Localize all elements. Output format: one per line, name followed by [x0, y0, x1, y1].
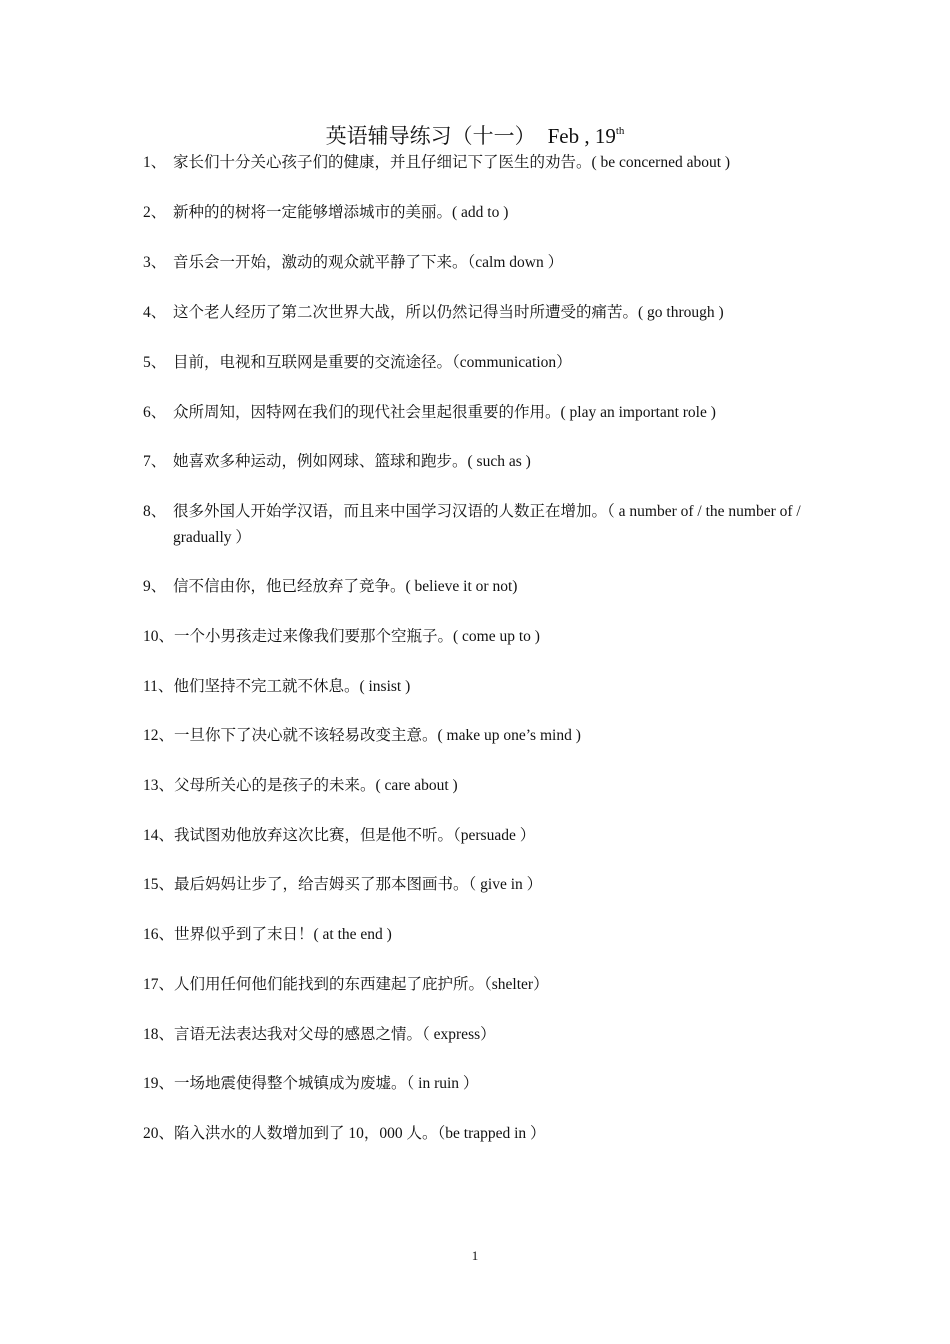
- exercise-text: 音乐会一开始，激动的观众就平静了下来。（calm down ）: [173, 254, 564, 271]
- exercise-text: 他们坚持不完工就不休息。( insist ): [173, 678, 411, 695]
- exercise-text: 一旦你下了决心就不该轻易改变主意。( make up one’s mind ): [174, 727, 581, 744]
- title-chinese: 英语辅导练习（十一）: [325, 124, 536, 148]
- exercise-text: 一场地震使得整个城镇成为废墟。（ in ruin ）: [174, 1075, 479, 1092]
- exercise-item: [143, 922, 813, 948]
- exercise-number: 2、: [143, 204, 167, 221]
- exercise-number: 14、: [143, 827, 175, 844]
- exercise-text: 人们用任何他们能找到的东西建起了庇护所。（shelter）: [174, 976, 549, 993]
- exercise-item: [143, 150, 813, 176]
- exercise-item: [143, 674, 813, 700]
- exercise-item: [143, 723, 813, 749]
- exercise-item: [143, 972, 813, 998]
- exercise-text: 陷入洪水的人数增加到了 10，000 人。（be trapped in ）: [174, 1125, 546, 1142]
- exercise-number: 17、: [143, 976, 175, 993]
- exercise-item: [143, 250, 813, 276]
- exercise-text: 众所周知，因特网在我们的现代社会里起很重要的作用。( play an important role ): [173, 404, 716, 421]
- exercise-item: [143, 574, 813, 600]
- title-date-superscript: th: [615, 125, 625, 137]
- exercise-number: 15、: [143, 876, 175, 893]
- exercise-number: 6、: [143, 404, 167, 421]
- exercise-text: 言语无法表达我对父母的感恩之情。（ express）: [174, 1026, 496, 1043]
- exercise-text: 家长们十分关心孩子们的健康，并且仔细记下了医生的劝告。( be concerned about ): [173, 154, 731, 171]
- exercise-text: 她喜欢多种运动，例如网球、篮球和跑步。( such as ): [173, 453, 531, 470]
- page-number: 1: [471, 1248, 479, 1263]
- exercise-item: [143, 624, 813, 650]
- exercise-text: 新种的的树将一定能够增添城市的美丽。( add to ): [173, 204, 509, 221]
- exercise-number: 4、: [143, 304, 167, 321]
- exercise-item: [143, 1121, 813, 1147]
- exercise-item: [143, 200, 813, 226]
- exercise-number: 20、: [143, 1125, 175, 1142]
- exercise-number: 19、: [143, 1075, 175, 1092]
- exercise-item: [143, 1071, 813, 1097]
- exercise-text: 信不信由你，他已经放弃了竞争。( believe it or not): [173, 578, 518, 595]
- exercise-item: [143, 300, 813, 326]
- exercise-item: [143, 823, 813, 849]
- exercise-text: 父母所关心的是孩子的未来。( care about ): [174, 777, 458, 794]
- exercise-number: 8、: [143, 503, 167, 520]
- exercise-number: 7、: [143, 453, 167, 470]
- exercise-item: [143, 400, 813, 426]
- exercise-number: 5、: [143, 354, 167, 371]
- exercise-item: [143, 773, 813, 799]
- exercise-item: [143, 449, 813, 475]
- exercise-text: 世界似乎到了末日！( at the end ): [174, 926, 392, 943]
- exercise-text: 一个小男孩走过来像我们要那个空瓶子。( come up to ): [174, 628, 540, 645]
- exercise-number: 9、: [143, 578, 167, 595]
- exercise-number: 11、: [143, 678, 174, 695]
- exercise-number: 10、: [143, 628, 175, 645]
- title-date: [548, 124, 625, 148]
- exercise-item: [143, 499, 843, 551]
- exercise-number: 12、: [143, 727, 175, 744]
- exercise-item: [143, 872, 813, 898]
- exercise-text: 很多外国人开始学汉语，而且来中国学习汉语的人数正在增加。（ a number of / the number of / gradually ）: [173, 503, 801, 546]
- exercise-text: 目前，电视和互联网是重要的交流途径。（communication）: [173, 354, 572, 371]
- exercise-number: 1、: [143, 154, 167, 171]
- exercise-number: 3、: [143, 254, 167, 271]
- exercise-text: 最后妈妈让步了，给吉姆买了那本图画书。（ give in ）: [174, 876, 543, 893]
- exercise-number: 13、: [143, 777, 175, 794]
- exercise-item: [143, 1022, 813, 1048]
- exercise-text: 这个老人经历了第二次世界大战，所以仍然记得当时所遭受的痛苦。( go through ): [173, 304, 724, 321]
- title-date-text: Feb , 19: [547, 124, 616, 148]
- exercise-number: 18、: [143, 1026, 175, 1043]
- exercise-text: 我试图劝他放弃这次比赛，但是他不听。（persuade ）: [174, 827, 536, 844]
- page-title: [0, 122, 950, 150]
- exercise-item: [143, 350, 813, 376]
- exercise-number: 16、: [143, 926, 175, 943]
